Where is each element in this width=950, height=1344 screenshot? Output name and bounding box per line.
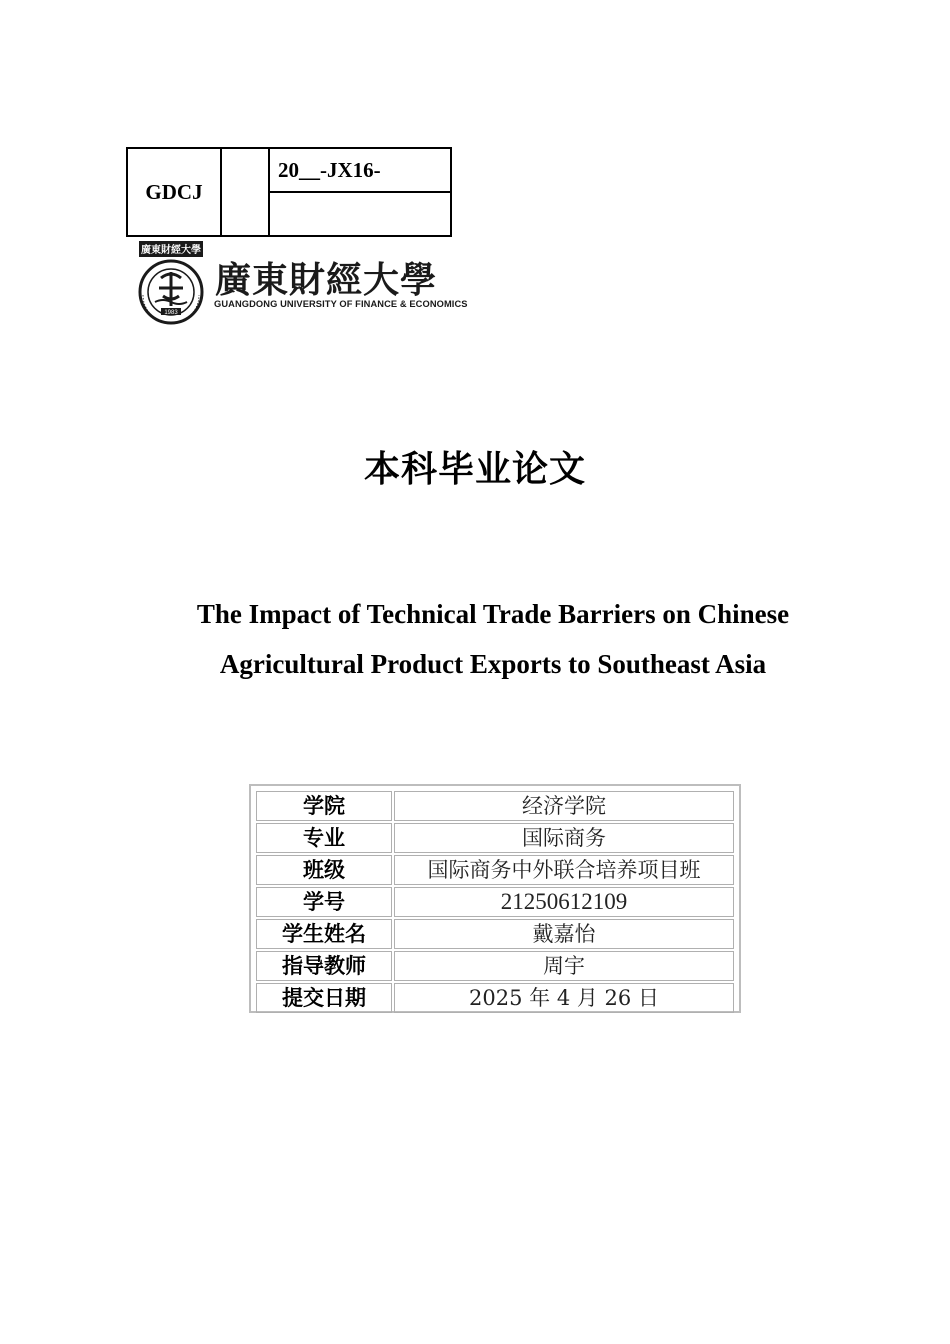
university-seal-icon	[137, 240, 205, 328]
table-row	[256, 855, 734, 885]
table-row	[256, 791, 734, 821]
info-value: 戴嘉怡	[394, 919, 734, 949]
code-number: 20__-JX16-	[269, 148, 451, 192]
table-row	[256, 887, 734, 917]
table-row	[256, 983, 734, 1013]
info-label: 学院	[256, 791, 392, 821]
info-label: 班级	[256, 855, 392, 885]
university-name-cn: 廣東財經大學	[215, 259, 438, 301]
student-info-table	[249, 784, 741, 1013]
table-row	[256, 823, 734, 853]
info-value: 周宇	[394, 951, 734, 981]
code-prefix: GDCJ	[127, 148, 221, 236]
svg-text:廣東財經大學: 廣東財經大學	[141, 245, 201, 256]
info-label: 指导教师	[256, 951, 392, 981]
table-row	[256, 919, 734, 949]
info-value: 2025 年 4 月 26 日	[394, 983, 734, 1013]
page-title: 本科毕业论文	[363, 449, 586, 490]
info-value: 国际商务	[394, 823, 734, 853]
university-name-en: GUANGDONG UNIVERSITY OF FINANCE & ECONOMICS	[214, 299, 468, 309]
info-value: 国际商务中外联合培养项目班	[394, 855, 734, 885]
info-value: 经济学院	[394, 791, 734, 821]
document-code-box	[126, 147, 452, 234]
info-value: 21250612109	[394, 887, 734, 917]
code-blank-cell	[269, 192, 451, 236]
thesis-english-title: The Impact of Technical Trade Barriers on Chinese Agricultural Product Exports to Southeast Asia	[196, 599, 790, 679]
table-row	[256, 951, 734, 981]
info-label: 学生姓名	[256, 919, 392, 949]
info-label: 学号	[256, 887, 392, 917]
svg-text:1983: 1983	[164, 310, 178, 316]
info-label: 专业	[256, 823, 392, 853]
university-logo	[137, 240, 467, 328]
code-empty-cell	[221, 148, 269, 236]
info-label: 提交日期	[256, 983, 392, 1013]
